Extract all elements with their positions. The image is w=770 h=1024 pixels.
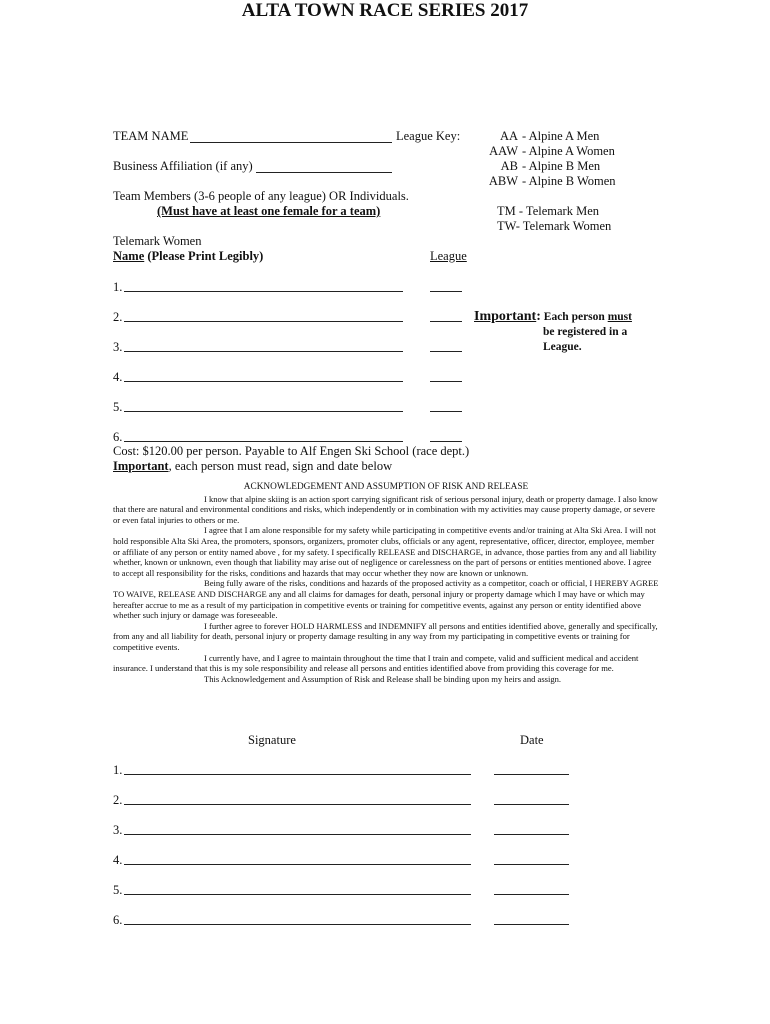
waiver-paragraph: I agree that I am alone responsible for my safety while participating in competitive events and/or training at Alta Ski Area. I will not hold responsible Alta Ski Area, the promoters, sponsors, organizers, promoter clubs, officials or any agent, representative, officer, director, employee, member or affiliate of any person or entity named above , for my safety. I specifically RELEASE and DISCHARGE, in advance, those parties from any and all liability whether, known or unknown, even though that liability may arise out of negligence or carelessness on the part of persons or entities mentioned above. I agree to accept all responsibility for the risks, conditions and hazards that may occur whether they now are known or unknown.: [113, 525, 657, 578]
league-field-3[interactable]: [430, 351, 462, 352]
league-desc-ab: - Alpine B Men: [522, 159, 601, 173]
league-desc-abw: - Alpine B Women: [522, 174, 616, 188]
league-desc-aaw: - Alpine A Women: [522, 144, 615, 158]
form-title: ALTA TOWN RACE SERIES 2017: [241, 0, 529, 21]
name-field-4[interactable]: [124, 381, 403, 382]
waiver-paragraph: This Acknowledgement and Assumption of Risk and Release shall be binding upon my heirs and assign.: [204, 673, 562, 684]
name-column-header: Name (Please Print Legibly): [113, 249, 264, 263]
signature-field-3[interactable]: [124, 834, 471, 835]
league-code-aaw: AAW: [489, 144, 518, 158]
waiver-paragraph: I currently have, and I agree to maintain throughout the time that I train and compete, valid and sufficient medical and accident insurance. I understand that this is my sole responsibility and release all persons and entities identified above from providing this coverage for me.: [113, 652, 639, 674]
date-field-6[interactable]: [494, 924, 569, 925]
signature-field-4[interactable]: [124, 864, 471, 865]
name-row-number: 5.: [113, 400, 123, 414]
waiver-paragraph: I know that alpine skiing is an action sport carrying significant risk of serious personal injury, death or property damage. I also know that there are natural and environmental conditions and risks, which independently or in combination with my activities may cause property damage, or severe or even fatal injuries to others or me.: [113, 493, 658, 525]
league-column-header: League: [430, 249, 467, 263]
waiver-paragraph: Being fully aware of the risks, conditions and hazards of the proposed activity as a competitor, coach or official, I HEREBY AGREE TO WAIVE, RELEASE AND DISCHARGE any and all claims for damages for death, personal injury or property damage which I may have or which may hereafter accrue to me as a result of my participation in competitive events or training for competitive events, against any person or entity identified above whether such injury or damage was foreseeable.: [113, 578, 659, 621]
date-header: Date: [520, 733, 544, 747]
signature-field-1[interactable]: [124, 774, 471, 775]
league-code-abw: ABW: [488, 174, 518, 188]
league-field-4[interactable]: [430, 381, 462, 382]
important-registration-note: Important: Each person must: [474, 309, 632, 324]
league-key-label: League Key:: [396, 129, 461, 143]
league-field-5[interactable]: [430, 411, 462, 412]
date-field-4[interactable]: [494, 864, 569, 865]
signature-row-number: 3.: [113, 823, 123, 837]
league-field-1[interactable]: [430, 291, 462, 292]
league-tm: TM - Telemark Men: [497, 204, 599, 218]
signature-field-6[interactable]: [124, 924, 471, 925]
name-field-5[interactable]: [124, 411, 403, 412]
important-read-sign: Important, each person must read, sign and date below: [113, 459, 393, 473]
name-row-number: 6.: [113, 430, 123, 444]
name-row-number: 1.: [113, 280, 123, 294]
business-field[interactable]: [256, 172, 392, 173]
waiver-paragraph: I further agree to forever HOLD HARMLESS and INDEMNIFY all persons and entities identified above, generally and specifically, from any and all liability for death, personal injury or property damage resulting in any way from my participating in competitive events or training for competitive events.: [113, 620, 658, 652]
date-field-3[interactable]: [494, 834, 569, 835]
signature-row-number: 1.: [113, 763, 123, 777]
important-registration-note-line3: League.: [543, 341, 582, 353]
league-code-ab: AB: [500, 159, 518, 173]
signature-row-number: 4.: [113, 853, 123, 867]
name-row-number: 2.: [113, 310, 123, 324]
team-name-field[interactable]: [190, 142, 392, 143]
name-field-1[interactable]: [124, 291, 403, 292]
name-row-number: 4.: [113, 370, 123, 384]
signature-field-2[interactable]: [124, 804, 471, 805]
date-field-2[interactable]: [494, 804, 569, 805]
signature-row-number: 6.: [113, 913, 123, 927]
team-name-label: TEAM NAME: [113, 129, 189, 143]
waiver-heading: ACKNOWLEDGEMENT AND ASSUMPTION OF RISK AND RELEASE: [243, 482, 529, 492]
name-field-2[interactable]: [124, 321, 403, 322]
name-row-number: 3.: [113, 340, 123, 354]
date-field-1[interactable]: [494, 774, 569, 775]
signature-row-number: 5.: [113, 883, 123, 897]
league-tw: TW- Telemark Women: [497, 219, 612, 233]
date-field-5[interactable]: [494, 894, 569, 895]
signature-row-number: 2.: [113, 793, 123, 807]
league-desc-aa: - Alpine A Men: [522, 129, 600, 143]
signature-field-5[interactable]: [124, 894, 471, 895]
business-label: Business Affiliation (if any): [113, 159, 253, 173]
important-registration-note-line2: be registered in a: [543, 326, 628, 338]
cost-text: Cost: $120.00 per person. Payable to Alf Engen Ski School (race dept.): [113, 444, 470, 458]
telemark-women-text: Telemark Women: [113, 234, 202, 248]
female-rule: (Must have at least one female for a team): [157, 204, 381, 218]
name-field-6[interactable]: [124, 441, 403, 442]
signature-header: Signature: [248, 733, 296, 747]
league-field-6[interactable]: [430, 441, 462, 442]
league-code-aa: AA: [499, 129, 518, 143]
league-field-2[interactable]: [430, 321, 462, 322]
name-field-3[interactable]: [124, 351, 403, 352]
team-members-text: Team Members (3-6 people of any league) OR Individuals.: [113, 189, 409, 203]
waiver-text: [113, 482, 659, 684]
